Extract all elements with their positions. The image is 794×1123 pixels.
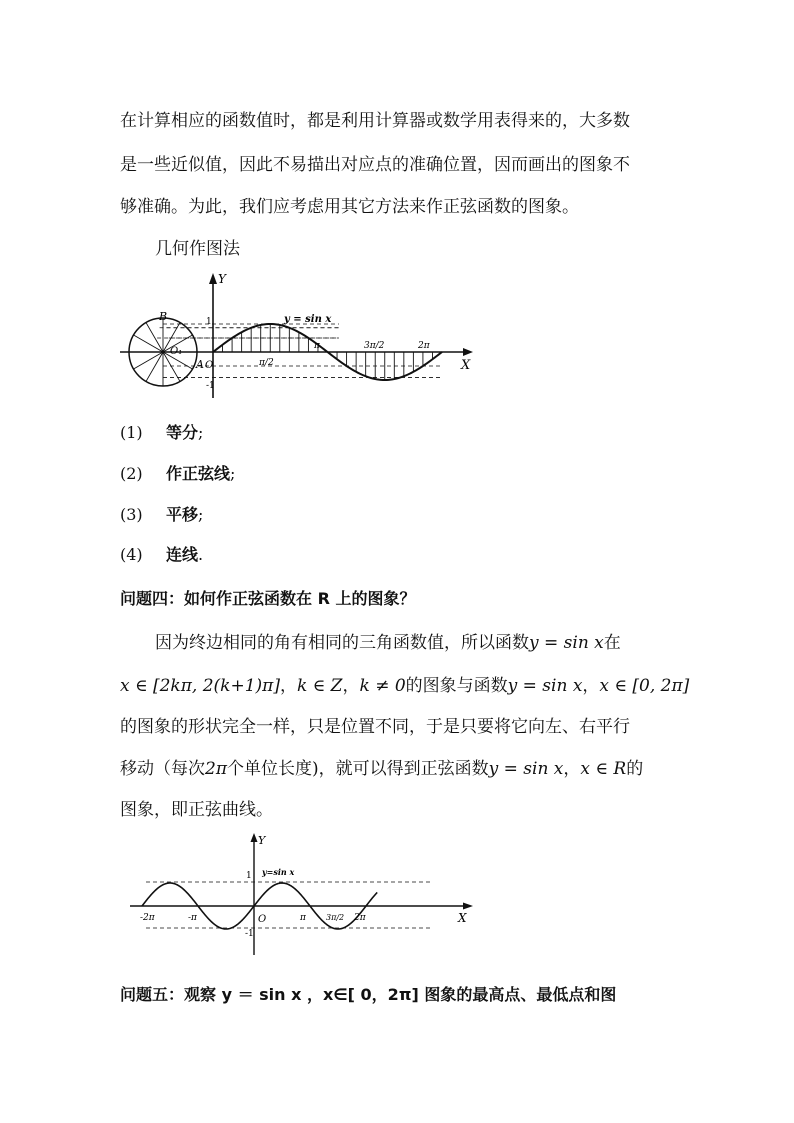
- sine-curve-figure: [118, 830, 478, 960]
- math-expression: y = sin x: [529, 633, 604, 653]
- y-axis-label: Y: [258, 834, 266, 847]
- y-axis-label: Y: [218, 272, 226, 286]
- step-number: (4): [120, 545, 143, 564]
- x-axis-arrow: [463, 903, 473, 910]
- tick-neg-one-label: -1: [206, 381, 215, 391]
- text-span: ，: [342, 676, 360, 696]
- text-span: 因为终边相同的角有相同的三角函数值，所以函数: [155, 633, 529, 653]
- tick-3pi-half-label: 3π/2: [364, 341, 385, 351]
- step-text: 连线: [166, 545, 199, 564]
- step-text: 作正弦线: [166, 464, 231, 483]
- tick-one-label: 1: [206, 317, 212, 327]
- step-item: [120, 420, 203, 443]
- step-item: [120, 542, 203, 565]
- paragraph-line: [120, 754, 643, 779]
- step-text: 平移: [166, 505, 199, 524]
- text-span: 的图象与函数: [405, 676, 508, 696]
- step-text: 等分: [166, 423, 199, 442]
- math-expression: k ∈ Z: [296, 676, 343, 696]
- tick-pi-half-label: π/2: [259, 358, 274, 368]
- origin-label: O: [205, 360, 214, 371]
- function-label: y = sin x: [284, 314, 332, 325]
- paragraph-line: [120, 671, 689, 696]
- point-a-label: A: [196, 358, 204, 371]
- paragraph-line: 的图象的形状完全一样，只是位置不同，于是只要将它向左、右平行: [120, 717, 630, 737]
- tick-neg-one-label: -1: [245, 929, 254, 939]
- math-expression: x ∈ [0, 2π]: [599, 676, 690, 696]
- method-heading: 几何作图法: [155, 239, 240, 259]
- text-span: 的: [626, 759, 644, 779]
- text-span: 移动（每次: [120, 759, 205, 779]
- math-expression: x ∈ R: [580, 759, 627, 779]
- paragraph-line: [155, 628, 621, 653]
- point-b-label: B: [159, 310, 168, 323]
- paragraph-line: 是一些近似值，因此不易描出对应点的准确位置，因而画出的图象不: [120, 155, 630, 175]
- step-punct: ;: [198, 423, 204, 442]
- text-span: 在: [603, 633, 621, 653]
- tick-2pi-label: 2π: [354, 913, 366, 923]
- math-expression: x ∈ [2kπ, 2(k+1)π]: [120, 676, 280, 696]
- step-number: (3): [120, 505, 143, 524]
- step-item: [120, 461, 235, 484]
- function-label: y=sin x: [262, 867, 295, 877]
- paragraph-line: 够准确。为此，我们应考虑用其它方法来作正弦函数的图象。: [120, 197, 579, 217]
- step-number: (1): [120, 423, 143, 442]
- geometric-construction-figure: [118, 268, 478, 408]
- math-expression: k ≠ 0: [359, 676, 406, 696]
- step-number: (2): [120, 464, 143, 483]
- x-axis-arrow: [463, 348, 473, 356]
- x-axis-label: X: [458, 911, 467, 925]
- math-expression: y = sin x: [488, 759, 564, 779]
- y-axis-arrow: [251, 833, 258, 842]
- tick-2pi-label: 2π: [418, 341, 430, 351]
- text-span: ，: [279, 676, 297, 696]
- question-four-heading: 问题四：如何作正弦函数在 R 上的图象？: [120, 589, 416, 608]
- tick-pi-label: π: [314, 341, 320, 351]
- step-punct: .: [198, 545, 204, 564]
- step-punct: ;: [230, 464, 236, 483]
- step-item: [120, 502, 203, 525]
- step-punct: ;: [198, 505, 204, 524]
- tick-neg-pi-label: -π: [188, 913, 197, 923]
- question-five-heading: 问题五：观察 y ＝ sin x ，x∈[ 0，2π] 图象的最高点、最低点和图: [120, 985, 617, 1004]
- origin-label: O: [258, 914, 267, 925]
- text-span: 个单位长度)，就可以得到正弦函数: [227, 759, 489, 779]
- math-expression: y = sin x: [507, 676, 583, 696]
- x-axis-label: X: [461, 358, 471, 373]
- tick-one-label: 1: [246, 871, 252, 881]
- tick-pi-label: π: [300, 913, 306, 923]
- point-o1-label: O₁: [170, 346, 183, 357]
- paragraph-line: 图象，即正弦曲线。: [120, 800, 273, 820]
- tick-3pi-half-label: 3π/2: [326, 913, 345, 922]
- paragraph-line: 在计算相应的函数值时，都是利用计算器或数学用表得来的，大多数: [120, 111, 630, 131]
- text-span: ，: [563, 759, 581, 779]
- text-span: ，: [582, 676, 600, 696]
- math-expression: 2π: [205, 759, 227, 779]
- tick-neg-2pi-label: -2π: [140, 913, 155, 923]
- y-axis-arrow: [209, 273, 217, 284]
